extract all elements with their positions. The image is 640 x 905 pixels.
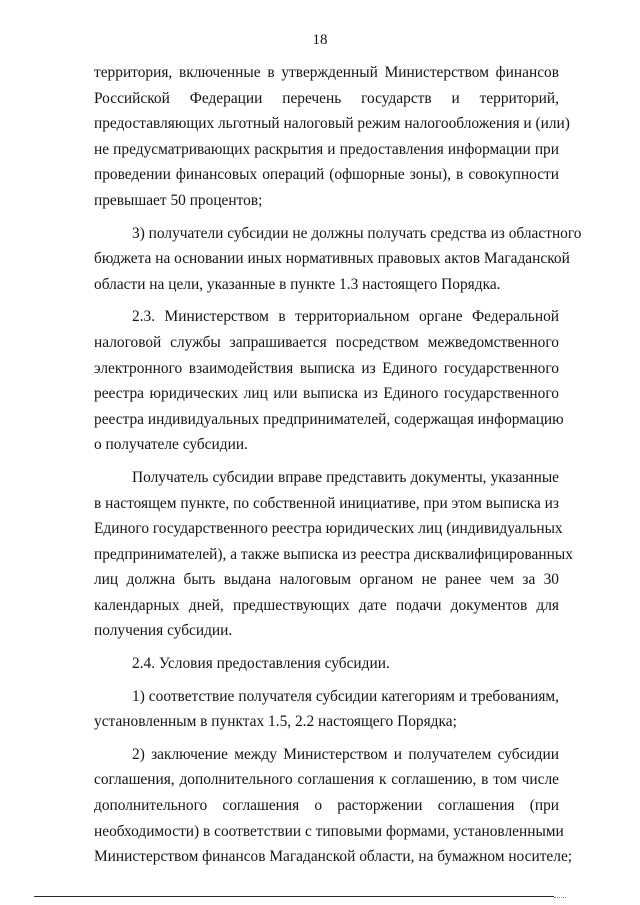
text-line: предоставляющих льготный налоговый режим налогообложения и (или) <box>94 115 570 133</box>
text-line: календарных дней, предшествующих дате подачи документов для <box>94 596 559 614</box>
document-body <box>94 60 582 870</box>
page-bottom-rule-fade <box>554 897 566 898</box>
text-line: предпринимателей), а также выписка из реестра дисквалифицированных <box>94 545 573 563</box>
text-line: соглашения, дополнительного соглашения к соглашению, в том числе <box>94 771 559 789</box>
paragraph-gap <box>94 644 559 651</box>
text-line: 2.3. Министерством в территориальном органе Федеральной <box>132 308 559 326</box>
text-line: проведении финансовых операций (офшорные зоны), в совокупности <box>94 166 559 184</box>
text-line: Получатель субсидии вправе представить документы, указанные <box>132 468 559 486</box>
paragraph-item-3 <box>94 221 582 298</box>
text-line: 2) заключение между Министерством и получателем субсидии <box>132 745 559 763</box>
text-line: реестра юридических лиц или выписка из Единого государственного <box>94 385 559 403</box>
text-line: получения субсидии. <box>94 622 233 640</box>
text-line: электронного взаимодействия выписка из Единого государственного <box>94 359 559 377</box>
text-line: необходимости) в соответствии с типовыми формами, установленными <box>94 822 564 840</box>
text-line: налоговой службы запрашивается посредством межведомственного <box>94 333 559 351</box>
paragraph-condition-2 <box>94 742 573 870</box>
paragraph-section-2-4 <box>94 651 559 677</box>
text-line: Министерством финансов Магаданской области, на бумажном носителе; <box>94 848 573 866</box>
paragraph-condition-1 <box>94 684 559 735</box>
paragraph-gap <box>94 458 559 465</box>
paragraph-section-2-3 <box>94 304 564 458</box>
text-line: лиц должна быть выдана налоговым органом не ранее чем за 30 <box>94 571 559 589</box>
text-line: Российской Федерации перечень государств и территорий, <box>94 89 559 107</box>
text-line: дополнительного соглашения о расторжении соглашения (при <box>94 797 559 815</box>
text-line: области на цели, указанные в пункте 1.3 настоящего Порядка. <box>94 275 501 293</box>
text-line: 3) получатели субсидии не должны получать средства из областного <box>132 224 582 242</box>
text-line: 2.4. Условия предоставления субсидии. <box>132 655 390 673</box>
text-line: бюджета на основании иных нормативных правовых актов Магаданской <box>94 250 570 268</box>
paragraph-continuation <box>94 60 570 214</box>
text-line: реестра индивидуальных предпринимателей, содержащая информацию <box>94 410 564 428</box>
page-bottom-rule <box>34 896 554 897</box>
paragraph-gap <box>94 677 559 684</box>
paragraph-gap <box>94 297 559 304</box>
text-line: Единого государственного реестра юридических лиц (индивидуальных <box>94 520 563 538</box>
text-line: превышает 50 процентов; <box>94 191 263 209</box>
paragraph-gap <box>94 735 559 742</box>
text-line: не предусматривающих раскрытия и предоставления информации при <box>94 140 559 158</box>
page-number: 18 <box>312 32 328 48</box>
text-line: 1) соответствие получателя субсидии категориям и требованиям, <box>132 687 559 705</box>
text-line: о получателе субсидии. <box>94 436 248 454</box>
text-line: в настоящем пункте, по собственной инициативе, при этом выписка из <box>94 494 559 512</box>
text-line: территория, включенные в утвержденный Министерством финансов <box>94 64 559 81</box>
paragraph-recipient-documents <box>94 465 573 644</box>
text-line: установленным в пунктах 1.5, 2.2 настоящего Порядка; <box>94 713 457 731</box>
paragraph-gap <box>94 214 559 221</box>
